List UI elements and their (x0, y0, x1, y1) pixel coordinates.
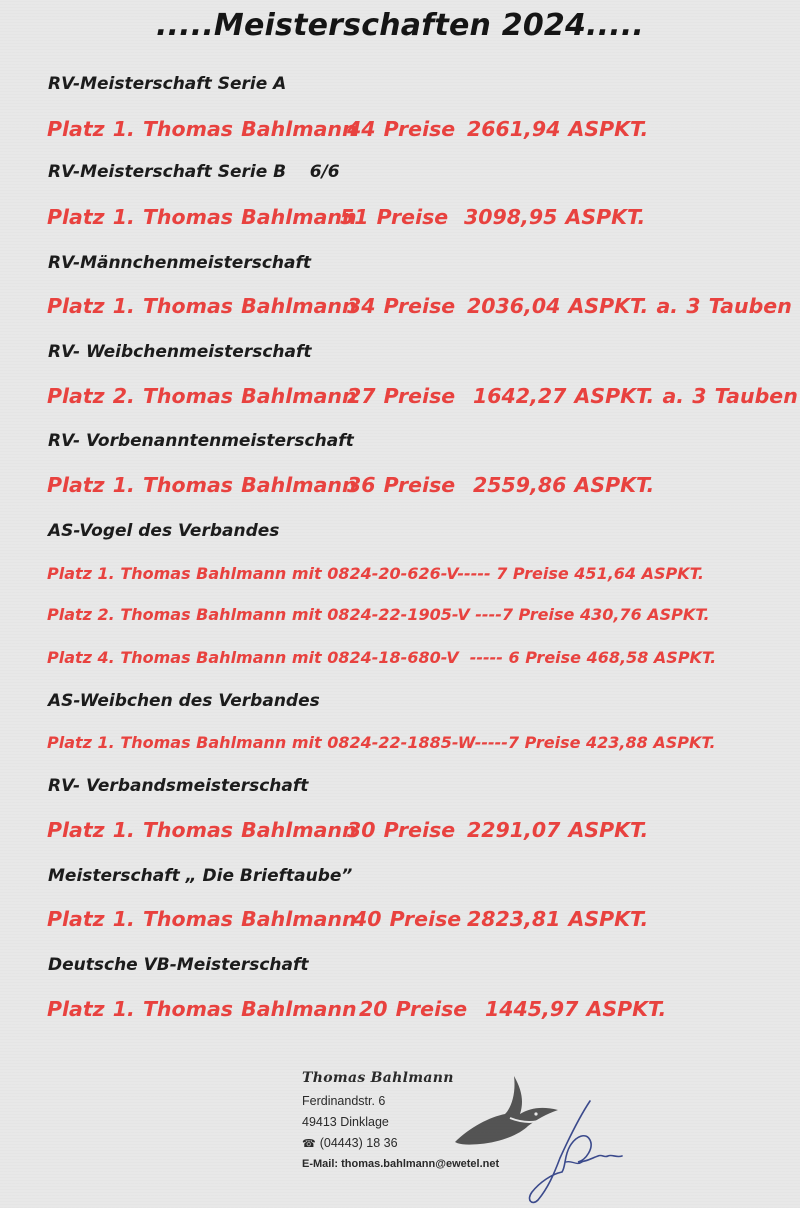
category-heading: RV- Vorbenanntenmeisterschaft (48, 431, 354, 451)
result-line (47, 997, 666, 1021)
result-points: 2291,07 ASPKT. (467, 818, 649, 842)
result-place: Platz 1. Thomas Bahlmann (47, 907, 357, 931)
result-line (47, 473, 654, 497)
result-prizes: 51 Preise (340, 205, 449, 229)
result-points: 1445,97 ASPKT. (485, 997, 667, 1021)
handwritten-signature-icon (520, 1096, 630, 1206)
result-prizes: 27 Preise (347, 384, 456, 408)
result-line (47, 818, 648, 842)
result-line (47, 294, 792, 318)
telephone-icon: ☎ (302, 1138, 316, 1150)
address-stamp (300, 1066, 630, 1206)
result-place: Platz 2. Thomas Bahlmann (47, 384, 357, 408)
result-line: Platz 1. Thomas Bahlmann mit 0824-22-1885-W-----7 Preise 423,88 ASPKT. (47, 733, 716, 752)
result-place: Platz 1. Thomas Bahlmann (47, 117, 357, 141)
result-line (47, 205, 645, 229)
result-place: Platz 1. Thomas Bahlmann (47, 818, 357, 842)
result-points: 2823,81 ASPKT. (467, 907, 649, 931)
result-line (47, 907, 648, 931)
category-heading: RV- Weibchenmeisterschaft (48, 342, 312, 362)
category-heading: RV-Meisterschaft Serie A (48, 74, 287, 94)
category-heading: Meisterschaft „ Die Brieftaube” (48, 866, 353, 886)
stamp-street: Ferdinandstr. 6 (302, 1094, 386, 1108)
stamp-city: 49413 Dinklage (302, 1115, 389, 1129)
result-prizes: 34 Preise (347, 294, 456, 318)
category-heading: AS-Vogel des Verbandes (48, 521, 280, 541)
result-line: Platz 4. Thomas Bahlmann mit 0824-18-680-V ----- 6 Preise 468,58 ASPKT. (47, 648, 717, 667)
result-line: Platz 2. Thomas Bahlmann mit 0824-22-1905-V ----7 Preise 430,76 ASPKT. (47, 605, 710, 624)
category-heading: RV- Verbandsmeisterschaft (48, 776, 309, 796)
category-heading: Deutsche VB-Meisterschaft (48, 955, 309, 975)
result-prizes: 44 Preise (347, 117, 456, 141)
result-points: 3098,95 ASPKT. (464, 205, 646, 229)
category-heading: RV-Meisterschaft Serie B 6/6 (48, 162, 340, 182)
stamp-name: Thomas Bahlmann (302, 1070, 454, 1086)
result-place: Platz 1. Thomas Bahlmann (47, 473, 357, 497)
result-points: 1642,27 ASPKT. a. 3 Tauben (473, 384, 798, 408)
result-place: Platz 1. Thomas Bahlmann (47, 997, 357, 1021)
result-line (47, 384, 798, 408)
result-prizes: 30 Preise (347, 818, 456, 842)
stamp-email: E-Mail: thomas.bahlmann@ewetel.net (302, 1158, 500, 1170)
result-prizes: 36 Preise (347, 473, 456, 497)
result-prizes: 40 Preise (353, 907, 462, 931)
result-prizes: 20 Preise (359, 997, 468, 1021)
result-place: Platz 1. Thomas Bahlmann (47, 205, 357, 229)
category-heading: RV-Männchenmeisterschaft (48, 253, 311, 273)
page-title: .....Meisterschaften 2024..... (155, 8, 645, 43)
result-points: 2036,04 ASPKT. a. 3 Tauben (467, 294, 792, 318)
result-points: 2559,86 ASPKT. (473, 473, 655, 497)
result-place: Platz 1. Thomas Bahlmann (47, 294, 357, 318)
result-points: 2661,94 ASPKT. (467, 117, 649, 141)
stamp-phone: (04443) 18 36 (319, 1136, 398, 1150)
result-line (47, 117, 648, 141)
category-heading: AS-Weibchen des Verbandes (48, 691, 320, 711)
result-line: Platz 1. Thomas Bahlmann mit 0824-20-626-V----- 7 Preise 451,64 ASPKT. (47, 564, 704, 583)
stamp-phone-line (302, 1136, 398, 1150)
